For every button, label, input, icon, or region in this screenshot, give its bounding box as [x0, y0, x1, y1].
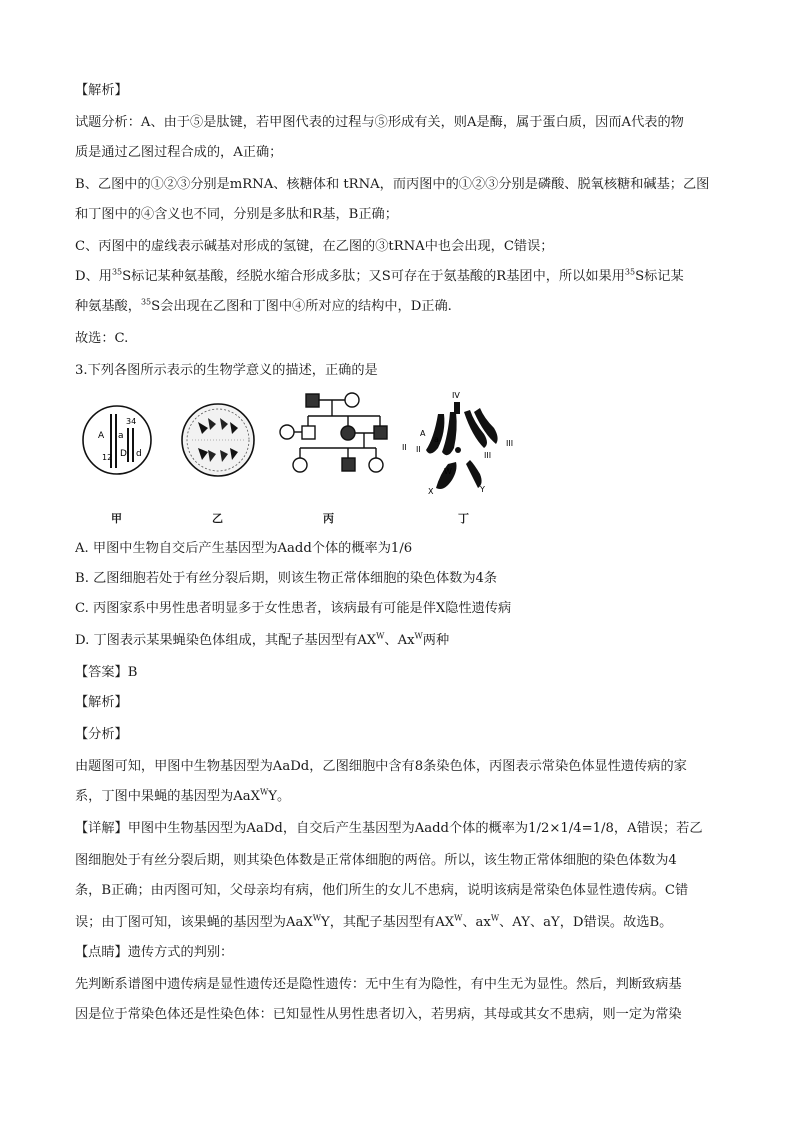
- fenxi-heading: 【分析】: [75, 727, 128, 742]
- text-line: [75, 914, 735, 932]
- superscript: W: [260, 788, 269, 797]
- text-span: S会出现在乙图和丁图中④所对应的结构中，D正确.: [151, 299, 452, 314]
- ding-label: A: [420, 429, 426, 438]
- text-span: 、Ax: [384, 633, 415, 648]
- superscript: W: [376, 632, 385, 641]
- figure-bing: [280, 393, 387, 472]
- text-line: 因是位于常染色体还是性染色体：已知显性从男性患者切入，若男病，其母或其女不患病，则一定为常染: [75, 1007, 682, 1022]
- text-line: [75, 788, 735, 806]
- jia-label: 12: [102, 453, 113, 462]
- text-span: S标记某: [635, 269, 684, 284]
- figures-svg: [80, 388, 560, 528]
- dianjing-heading: 【点睛】遗传方式的判别：: [75, 945, 234, 960]
- figure-caption: 乙: [212, 512, 223, 525]
- text-line: [75, 298, 735, 316]
- ding-label: II: [416, 445, 421, 454]
- text-line: 【详解】甲图中生物基因型为AaDd，自交后产生基因型为Aadd个体的概率为1/2×1/4=1/8，A错误；若乙: [75, 821, 703, 836]
- text-span: 误；由丁图可知，该果蝇的基因型为AaX: [75, 915, 313, 930]
- ding-label: Y: [480, 485, 485, 494]
- superscript: W: [490, 914, 500, 923]
- ding-label: W: [444, 467, 452, 476]
- figure-caption: 丁: [458, 512, 469, 525]
- text-span: 系，丁图中果蝇的基因型为AaX: [75, 789, 261, 804]
- text-line: 先判断系谱图中遗传病是显性遗传还是隐性遗传：无中生有为隐性，有中生无为显性。然后，判断致病基: [75, 977, 682, 992]
- text-line: 试题分析：A、由于⑤是肽键，若甲图代表的过程与⑤形成有关，则A是酶，属于蛋白质，因而A代表的物: [75, 115, 684, 130]
- answer-heading: 【答案】B: [75, 665, 138, 680]
- analysis-heading: 【解析】: [75, 83, 128, 98]
- figure-panel: [80, 388, 560, 528]
- option-c: C. 丙图家系中男性患者明显多于女性患者，该病最有可能是伴X隐性遗传病: [75, 601, 512, 616]
- text-line: 和丁图中的④含义也不同，分别是多肽和R基，B正确；: [75, 207, 398, 222]
- question-stem: 3.下列各图所示表示的生物学意义的描述，正确的是: [75, 363, 378, 378]
- text-span: 、ax: [462, 915, 491, 930]
- figure-ding: [402, 391, 513, 496]
- text-line: 条，B正确；由丙图可知，父母亲均有病，他们所生的女儿不患病，说明该病是常染色体显性遗传病。C错: [75, 883, 689, 898]
- jia-label: A: [98, 431, 105, 441]
- ding-label: IV: [452, 391, 460, 400]
- text-line: B、乙图中的①②③分别是mRNA、核糖体和 tRNA，而丙图中的①②③分别是磷酸、脱氧核糖和碱基；乙图: [75, 177, 710, 192]
- text-span: 、AY、aY，D错误。故选B。: [499, 915, 673, 930]
- superscript: W: [312, 914, 322, 923]
- option-b: B. 乙图细胞若处于有丝分裂后期，则该生物正常体细胞的染色体数为4条: [75, 571, 498, 586]
- text-span: Y，其配子基因型有AX: [321, 915, 455, 930]
- option-d: [75, 632, 735, 650]
- text-line: 图细胞处于有丝分裂后期，则其染色体数是正常体细胞的两倍。所以，该生物正常体细胞的染色体数为4: [75, 853, 677, 868]
- jia-label: d: [136, 449, 142, 459]
- ding-label: III: [506, 439, 514, 448]
- text-span: 种氨基酸，: [75, 299, 141, 314]
- superscript: 35: [624, 268, 636, 277]
- text-span: S标记某种氨基酸，经脱水缩合形成多肽；又S可存在于氨基酸的R基团中，所以如果用: [122, 269, 625, 284]
- text-line: [75, 268, 735, 286]
- ding-label: II: [402, 443, 407, 452]
- ding-label: III: [484, 451, 492, 460]
- jia-label: D: [120, 449, 127, 459]
- superscript: 35: [140, 298, 152, 307]
- text-line: C、丙图中的虚线表示碱基对形成的氢键，在乙图的③tRNA中也会出现，C错误；: [75, 239, 554, 254]
- figure-caption: 甲: [111, 512, 122, 525]
- text-span: D. 丁图表示某果蝇染色体组成，其配子基因型有AX: [75, 633, 377, 648]
- jia-label: a: [118, 431, 124, 441]
- figure-jia: [83, 406, 151, 474]
- jia-label: 34: [126, 417, 137, 426]
- figure-caption: 丙: [323, 512, 334, 525]
- option-a: A. 甲图中生物自交后产生基因型为Aadd个体的概率为1/6: [75, 541, 413, 556]
- superscript: W: [414, 632, 423, 641]
- text-span: Y。: [268, 789, 291, 804]
- analysis-heading: 【解析】: [75, 695, 128, 710]
- figure-yi: [182, 404, 254, 476]
- text-span: D、用: [75, 269, 112, 284]
- superscript: 35: [111, 268, 123, 277]
- ding-label: a: [434, 435, 439, 444]
- answer-line: 故选：C.: [75, 331, 129, 346]
- text-span: 两种: [422, 633, 450, 648]
- text-line: 由题图可知，甲图中生物基因型为AaDd，乙图细胞中含有8条染色体，丙图表示常染色体显性遗传病的家: [75, 759, 687, 774]
- ding-label: X: [428, 487, 434, 496]
- superscript: W: [454, 914, 463, 923]
- text-line: 质是通过乙图过程合成的，A正确；: [75, 145, 283, 160]
